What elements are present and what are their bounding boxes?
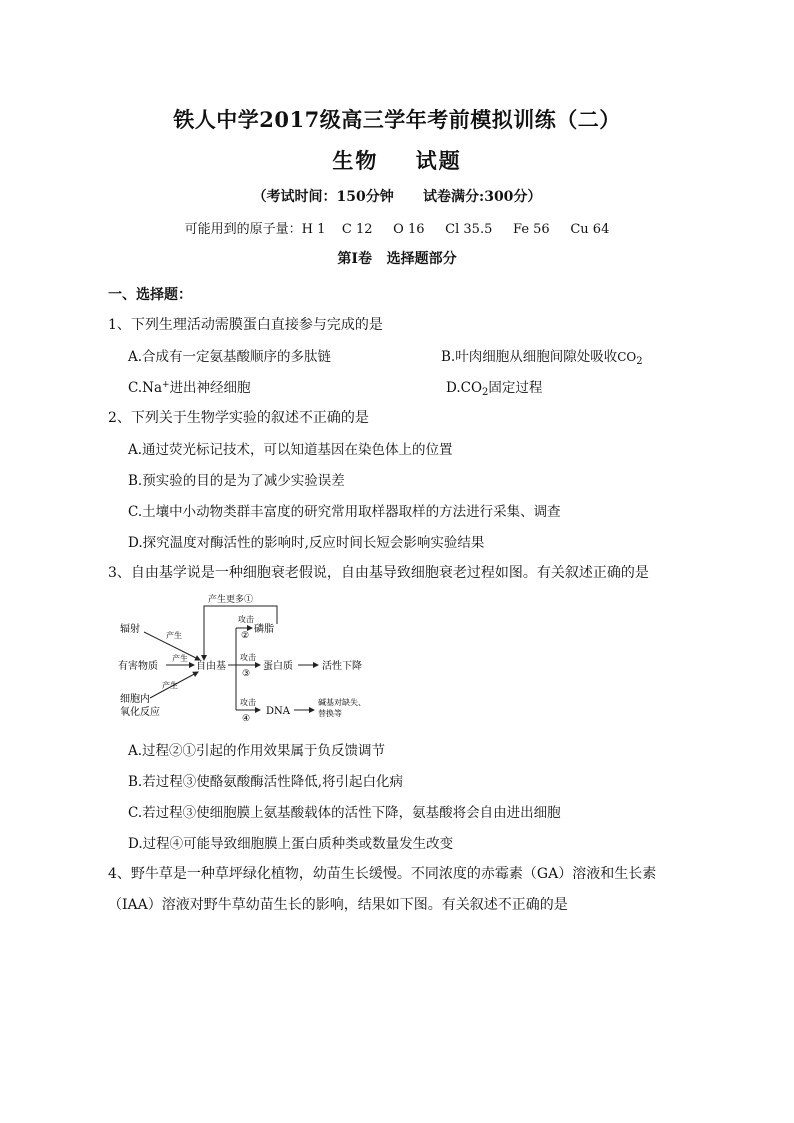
- label-attack-3: 攻击: [240, 653, 256, 662]
- label-free-radical: 自由基: [196, 661, 226, 672]
- question-1-option-a: A.合成有一定氨基酸顺序的多肽链: [128, 349, 332, 365]
- question-1-option-c: C.Na+进出神经细胞: [128, 380, 251, 396]
- label-produce-1: 产生: [166, 631, 182, 640]
- label-cell-oxidation-1: 细胞内: [120, 694, 150, 705]
- label-attack-2: 攻击: [238, 615, 254, 624]
- label-harmful: 有害物质: [118, 661, 158, 672]
- volume-heading: 第Ⅰ卷 选择题部分: [337, 251, 457, 267]
- label-activity-down: 活性下降: [322, 661, 362, 672]
- question-1-stem: 1、下列生理活动需膜蛋白直接参与完成的是: [108, 317, 383, 333]
- exam-title: 铁人中学2017级高三学年考前模拟训练（二）: [173, 107, 621, 132]
- question-1-option-b: B.叶肉细胞从细胞间隙处吸收$CO_2$: [441, 349, 643, 367]
- section-heading: 一、选择题：: [108, 287, 192, 303]
- label-cell-oxidation-2: 氧化反应: [120, 707, 160, 718]
- question-3-option-d: D.过程④可能导致细胞膜上蛋白质种类或数量发生改变: [128, 836, 454, 852]
- question-2-option-d: D.探究温度对酶活性的影响时,反应时间长短会影响实验结果: [128, 535, 485, 551]
- exam-subject: 生物 试题: [332, 148, 462, 173]
- label-produce-more: 产生更多①: [208, 595, 254, 605]
- question-3-option-c: C.若过程③使细胞膜上氨基酸载体的活性下降，氨基酸将会自由进出细胞: [128, 805, 561, 821]
- question-2-option-a: A.通过荧光标记技术，可以知道基因在染色体上的位置: [128, 442, 453, 458]
- question-4-stem-line-1: 4、野牛草是一种草坪绿化植物，幼苗生长缓慢。不同浓度的赤霉素（GA）溶液和生长素: [108, 866, 657, 882]
- label-process-2: ②: [241, 631, 250, 641]
- label-phospholipid: 磷脂: [254, 624, 274, 635]
- label-attack-4: 攻击: [240, 698, 256, 707]
- question-3-option-a: A.过程②①引起的作用效果属于负反馈调节: [128, 743, 386, 759]
- question-3-option-b: B.若过程③使酪氨酸酶活性降低,将引起白化病: [128, 774, 404, 790]
- free-radical-diagram: [110, 590, 390, 730]
- label-radiation: 辐射: [120, 624, 140, 635]
- label-base-change-2: 替换等: [318, 709, 342, 718]
- question-4-stem-line-2: （IAA）溶液对野牛草幼苗生长的影响，结果如下图。有关叙述不正确的是: [108, 897, 568, 913]
- question-2-option-c: C.土壤中小动物类群丰富度的研究常用取样器取样的方法进行采集、调查: [128, 504, 561, 520]
- label-produce-3: 产生: [162, 681, 178, 690]
- label-produce-2: 产生: [172, 654, 188, 663]
- label-dna: DNA: [266, 706, 290, 717]
- question-2-option-b: B.预实验的目的是为了减少实验误差: [128, 473, 345, 489]
- atomic-mass-line: 可能用到的原子量：H 1 C 12 O 16 Cl 35.5 Fe 56 Cu 64: [184, 222, 610, 237]
- label-process-3: ③: [242, 669, 251, 679]
- exam-time-info: （考试时间：150分钟 试卷满分:300分）: [252, 189, 542, 205]
- question-2-stem: 2、下列关于生物学实验的叙述不正确的是: [108, 410, 369, 426]
- label-protein: 蛋白质: [263, 661, 293, 672]
- label-base-change-1: 碱基对缺失、: [318, 698, 366, 707]
- question-3-stem: 3、自由基学说是一种细胞衰老假说，自由基导致细胞衰老过程如图。有关叙述正确的是: [108, 565, 649, 581]
- question-1-option-d: $D.CO_2$固定过程: [446, 380, 543, 398]
- label-process-4: ④: [242, 714, 251, 724]
